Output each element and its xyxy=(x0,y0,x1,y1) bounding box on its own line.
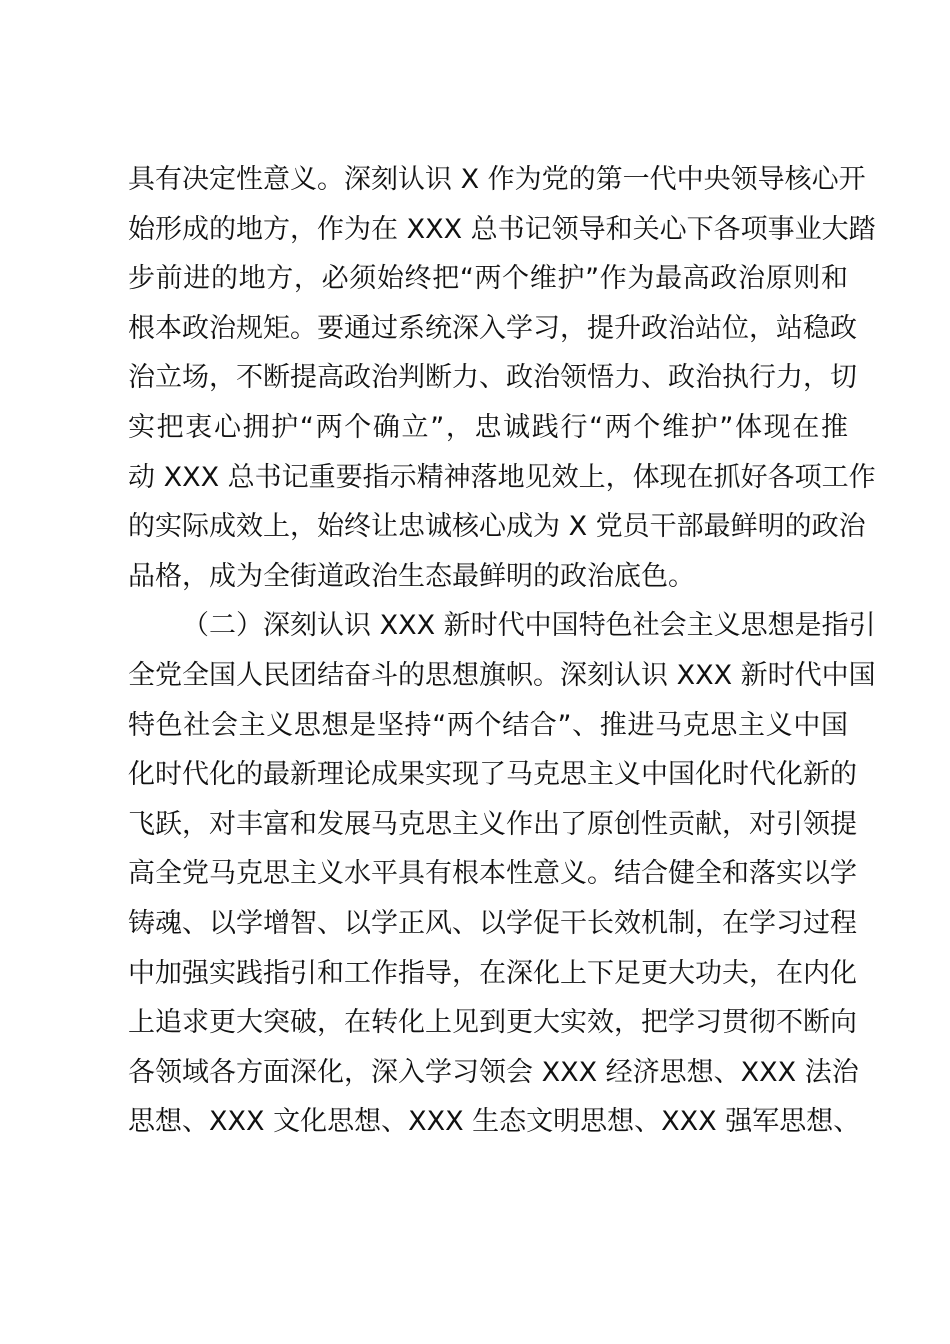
text-line: 实把衷心拥护“两个确立”，忠诚践行“两个维护”体现在推 xyxy=(128,411,848,443)
text-line: 治立场，不断提高政治判断力、政治领悟力、政治执行力，切 xyxy=(128,362,857,394)
text-line: 高全党马克思主义水平具有根本性意义。结合健全和落实以学 xyxy=(128,858,857,890)
text-line: 思想、XXX 文化思想、XXX 生态文明思想、XXX 强军思想、 xyxy=(128,1106,861,1138)
text-line: 上追求更大突破，在转化上见到更大实效，把学习贯彻不断向 xyxy=(128,1007,857,1039)
body-text xyxy=(128,155,876,1147)
text-line: 全党全国人民团结奋斗的思想旗帜。深刻认识 XXX 新时代中国 xyxy=(128,659,876,691)
text-line: 铸魂、以学增智、以学正风、以学促干长效机制，在学习过程 xyxy=(128,907,857,939)
text-line: 动 XXX 总书记重要指示精神落地见效上，体现在抓好各项工作 xyxy=(128,461,876,493)
text-line: 飞跃，对丰富和发展马克思主义作出了原创性贡献，对引领提 xyxy=(128,808,857,840)
text-line: 各领域各方面深化，深入学习领会 XXX 经济思想、XXX 法治 xyxy=(128,1056,859,1088)
text-line: 始形成的地方，作为在 XXX 总书记领导和关心下各项事业大踏 xyxy=(128,213,876,245)
text-line: 步前进的地方，必须始终把“两个维护”作为最高政治原则和 xyxy=(128,263,848,295)
section-heading-line: （二）深刻认识 XXX 新时代中国特色社会主义思想是指引 xyxy=(182,610,876,642)
paragraph-end-line: 品格，成为全街道政治生态最鲜明的政治底色。 xyxy=(128,560,695,592)
text-line: 中加强实践指引和工作指导，在深化上下足更大功夫，在内化 xyxy=(128,957,857,989)
text-line: 特色社会主义思想是坚持“两个结合”、推进马克思主义中国 xyxy=(128,709,848,741)
text-line: 的实际成效上，始终让忠诚核心成为 X 党员干部最鲜明的政治 xyxy=(128,511,866,543)
text-line: 化时代化的最新理论成果实现了马克思主义中国化时代化新的 xyxy=(128,759,857,791)
text-line: 具有决定性意义。深刻认识 X 作为党的第一代中央领导核心开 xyxy=(128,164,866,195)
text-line: 根本政治规矩。要通过系统深入学习，提升政治站位，站稳政 xyxy=(128,312,857,344)
